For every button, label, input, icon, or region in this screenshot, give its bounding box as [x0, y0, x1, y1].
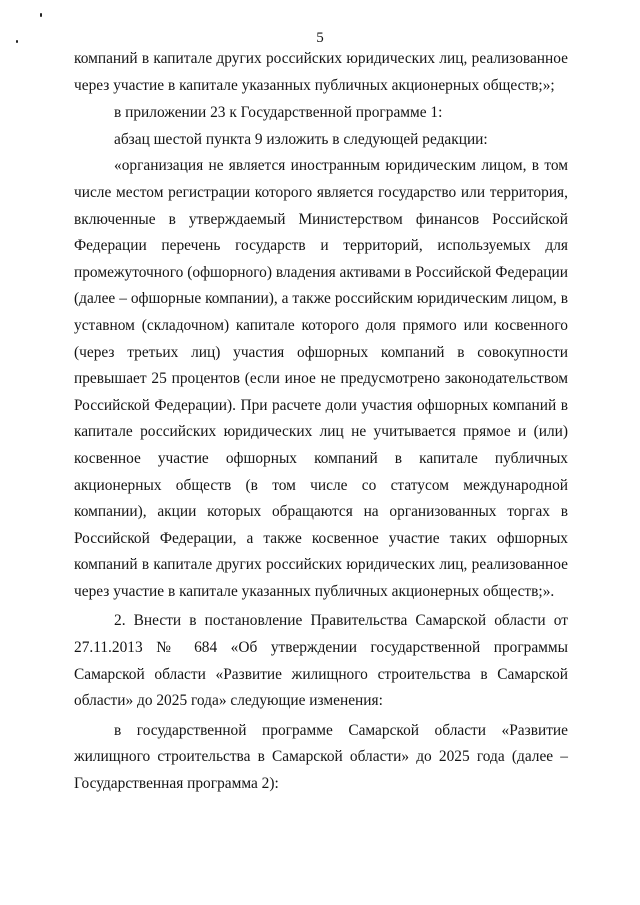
paragraph-state-program-2: в государственной программе Самарской области «Развитие жилищного строительства в Самарской области» до 2025 года (далее – Государственная программа 2): [74, 721, 568, 793]
paragraph-offshore-definition: «организация не является иностранным юридическим лицом, в том числе местом регистрации которого является государство или территория, включенные в утверждаемый Министерством финансов Российской Федерации перечень государств и территорий, используемых для промежуточного (офшорного) владения активами в Российской Федерации (далее – офшорные компании), а также российским юридическим лицом, в уставном (складочном) капитале которого доля прямого или косвенного (через третьих лиц) участия офшорных компаний в совокупности превышает 25 процентов (если иное не предусмотрено законодательством Российской Федерации). При расчете доли участия офшорных компаний в капитале российских юридических лиц не учитывается прямое и (или) косвенное участие офшорных компаний в капитале публичных акционерных обществ (в том числе со статусом международной компании), акции которых обращаются на организованных торгах в Российской Федерации, а также косвенное участие таких офшорных компаний в капитале других российских юридических лиц, реализованное через участие в капитале указанных публичных акционерных обществ;». [74, 157, 568, 600]
page-number: 5 [316, 30, 324, 46]
document-body [74, 46, 568, 798]
scan-mark-top [40, 13, 42, 17]
paragraph-amendment-instruction: абзац шестой пункта 9 изложить в следующей редакции: [114, 130, 488, 148]
paragraph-appendix-reference: в приложении 23 к Государственной программе 1: [114, 104, 443, 122]
paragraph-continuation: компаний в капитале других российских юридических лиц, реализованное через участие в капитале указанных публичных акционерных обществ;»; [74, 50, 568, 94]
paragraph-section-2: 2. Внести в постановление Правительства Самарской области от 27.11.2013 № 684 «Об утверждении государственной программы Самарской области «Развитие жилищного строительства в Самарской области» до 2025 года» следующие изменения: [74, 612, 568, 710]
